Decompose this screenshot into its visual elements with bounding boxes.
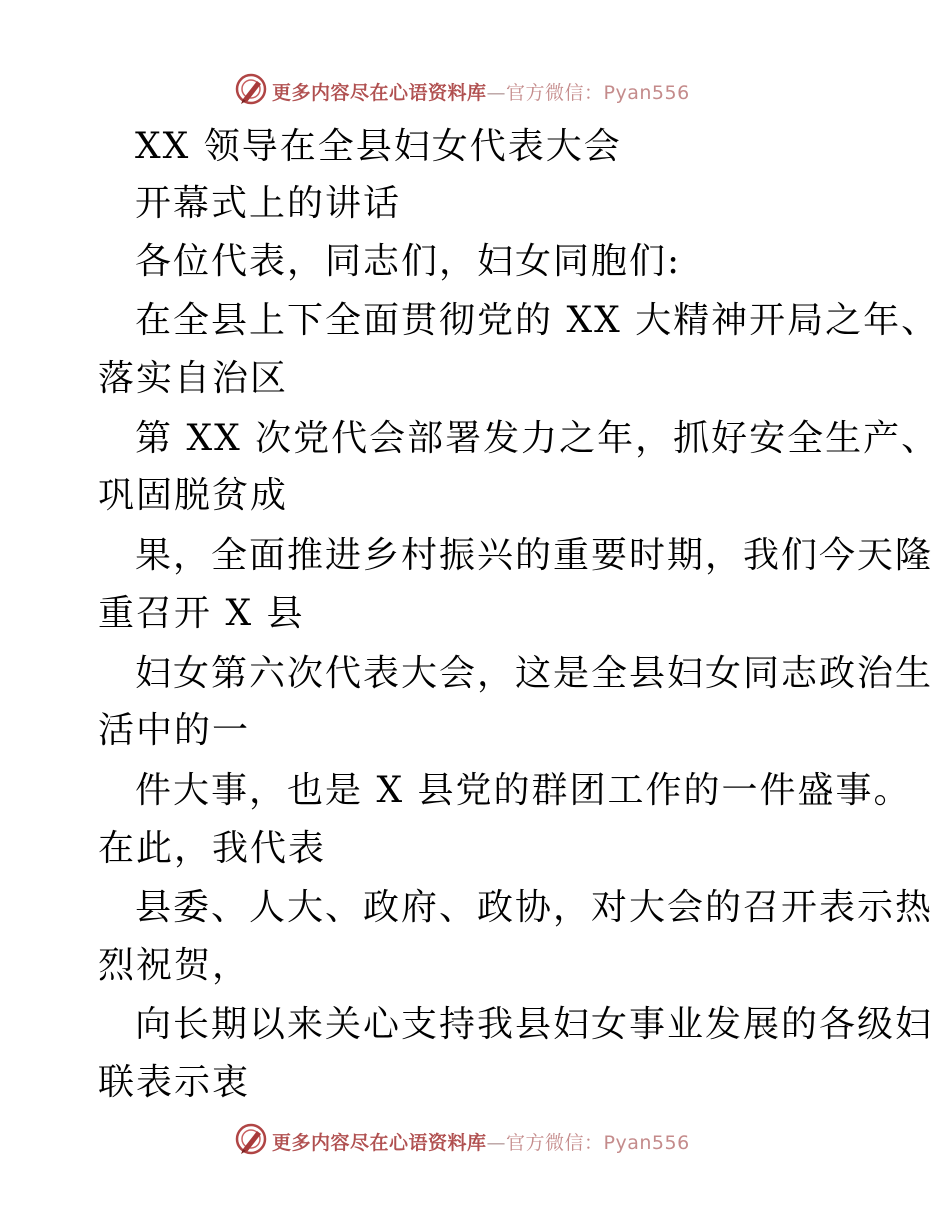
doc-salutation: 各位代表，同志们，妇女同胞们: bbox=[135, 241, 682, 282]
doc-line: 重召开 X 县 bbox=[98, 593, 305, 634]
doc-title-line-1: XX 领导在全县妇女代表大会 bbox=[135, 126, 622, 167]
header-banner-text: 更多内容尽在心语资料库—官方微信：Pyan556 bbox=[272, 82, 690, 104]
pen-logo-icon bbox=[234, 1122, 268, 1156]
doc-title-line-2: 开幕式上的讲话 bbox=[135, 183, 402, 224]
doc-line: 向长期以来关心支持我县妇女事业发展的各级妇 bbox=[135, 1004, 934, 1045]
doc-line: 在全县上下全面贯彻党的 XX 大精神开局之年、 bbox=[135, 300, 940, 341]
doc-line: 县委、人大、政府、政协，对大会的召开表示热 bbox=[135, 887, 934, 928]
doc-line: 联表示衷 bbox=[98, 1062, 251, 1103]
doc-line: 活中的一 bbox=[98, 710, 251, 751]
doc-line: 巩固脱贫成 bbox=[98, 475, 289, 516]
doc-line: 妇女第六次代表大会，这是全县妇女同志政治生 bbox=[135, 653, 934, 694]
footer-banner bbox=[0, 1120, 950, 1160]
doc-line: 落实自治区 bbox=[98, 358, 289, 399]
doc-line: 烈祝贺， bbox=[98, 945, 251, 986]
footer-banner-text: 更多内容尽在心语资料库—官方微信：Pyan556 bbox=[272, 1132, 690, 1154]
doc-line: 在此，我代表 bbox=[98, 828, 327, 869]
doc-line: 件大事，也是 X 县党的群团工作的一件盛事。 bbox=[135, 770, 912, 811]
doc-line: 果，全面推进乡村振兴的重要时期，我们今天隆 bbox=[135, 535, 934, 576]
doc-line: 第 XX 次党代会部署发力之年，抓好安全生产、 bbox=[135, 418, 940, 459]
